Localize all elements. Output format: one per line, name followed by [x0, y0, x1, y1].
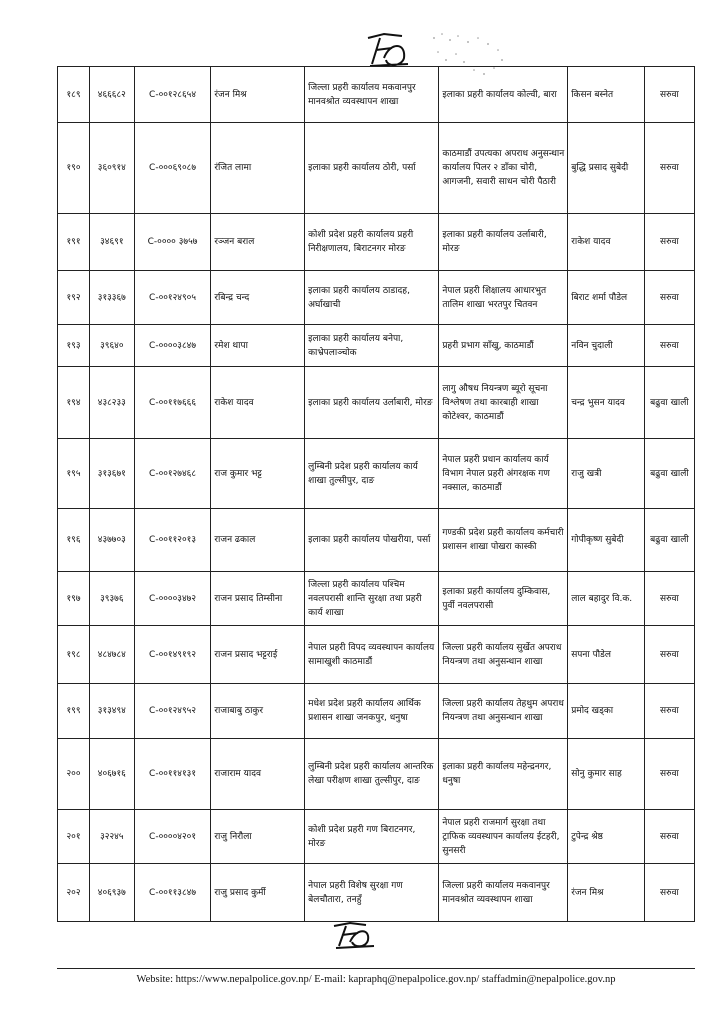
replacement-name: टुपेन्द्र श्रेष्ठ [568, 810, 645, 864]
employee-name: राजाराम यादव [211, 739, 305, 810]
employee-name: रंजित लामा [211, 123, 305, 214]
remark: सरुवा [644, 271, 694, 325]
serial-number: १९७ [58, 572, 90, 626]
employee-name: राजन ढकाल [211, 509, 305, 572]
serial-number: १९४ [58, 367, 90, 439]
table-row [58, 810, 695, 864]
new-office: लागु औषध नियन्त्रण ब्यूरो सूचना विश्लेषण तथा कारबाही शाखा कोटेश्वर, काठमाडौं [439, 367, 568, 439]
serial-number: १९५ [58, 439, 90, 509]
replacement-name: नविन चुदाली [568, 325, 645, 367]
replacement-name: राजु खत्री [568, 439, 645, 509]
current-office: लुम्बिनी प्रदेश प्रहरी कार्यालय कार्य शाखा तुल्सीपुर, दाङ [305, 439, 439, 509]
serial-number: १९२ [58, 271, 90, 325]
current-office: इलाका प्रहरी कार्यालय ठोरी, पर्सा [305, 123, 439, 214]
remark: सरुवा [644, 123, 694, 214]
new-office: इलाका प्रहरी कार्यालय महेन्द्रनगर, धनुषा [439, 739, 568, 810]
employee-code: C-००११७६६६ [134, 367, 211, 439]
remark: सरुवा [644, 214, 694, 271]
serial-number: १९८ [58, 626, 90, 684]
current-office: नेपाल प्रहरी विपद व्यवस्थापन कार्यालय सामाखुशी काठमाडौं [305, 626, 439, 684]
table-row [58, 626, 695, 684]
table-row [58, 67, 695, 123]
table-row [58, 509, 695, 572]
employee-code: C-००१२४९०५ [134, 271, 211, 325]
replacement-name: गोपीकृष्ण सुबेदी [568, 509, 645, 572]
serial-number: २०० [58, 739, 90, 810]
personnel-number: ४३८२३३ [89, 367, 134, 439]
new-office: जिल्ला प्रहरी कार्यालय सुर्खेत अपराध नियन्त्रण तथा अनुसन्धान शाखा [439, 626, 568, 684]
table-row [58, 572, 695, 626]
new-office: इलाका प्रहरी कार्यालय दुम्किवास, पुर्वी नवलपरासी [439, 572, 568, 626]
replacement-name: चन्द्र भुसन यादव [568, 367, 645, 439]
new-office: जिल्ला प्रहरी कार्यालय तेहथुम अपराध नियन्त्रण तथा अनुसन्धान शाखा [439, 684, 568, 739]
current-office: इलाका प्रहरी कार्यालय पोखरीया, पर्सा [305, 509, 439, 572]
table-row [58, 739, 695, 810]
current-office: इलाका प्रहरी कार्यालय ठाडादह, अर्घाखाची [305, 271, 439, 325]
replacement-name: सोनु कुमार साह [568, 739, 645, 810]
remark: बढुवा खाली [644, 439, 694, 509]
current-office: नेपाल प्रहरी विशेष सुरक्षा गण बेलचौतारा, तनहुँ [305, 864, 439, 922]
employee-code: C-०००६९०८७ [134, 123, 211, 214]
current-office: इलाका प्रहरी कार्यालय बनेपा, काभ्रेपलाञ्चोक [305, 325, 439, 367]
new-office: इलाका प्रहरी कार्यालय कोल्वी, बारा [439, 67, 568, 123]
current-office: कोशी प्रदेश प्रहरी गण बिराटनगर, मोरङ [305, 810, 439, 864]
employee-code: C-००११४१३१ [134, 739, 211, 810]
current-office: कोशी प्रदेश प्रहरी कार्यालय प्रहरी निरीक्षणालय, बिराटनगर मोरङ [305, 214, 439, 271]
new-office: गण्डकी प्रदेश प्रहरी कार्यालय कर्मचारी प्रशासन शाखा पोखरा कास्की [439, 509, 568, 572]
employee-name: रंजन मिश्र [211, 67, 305, 123]
remark: सरुवा [644, 684, 694, 739]
employee-code: C-००१२७४६८ [134, 439, 211, 509]
employee-code: C-००१४९१९२ [134, 626, 211, 684]
employee-code: C-००१२८६५४ [134, 67, 211, 123]
serial-number: १९१ [58, 214, 90, 271]
personnel-number: ४६६६८२ [89, 67, 134, 123]
serial-number: १९६ [58, 509, 90, 572]
employee-code: C-००११३८४७ [134, 864, 211, 922]
table-row [58, 439, 695, 509]
employee-code: C-००००३८४७ [134, 325, 211, 367]
current-office: जिल्ला प्रहरी कार्यालय मकवानपुर मानवश्रोत व्यवस्थापन शाखा [305, 67, 439, 123]
new-office: काठमाडौं उपत्यका अपराध अनुसन्धान कार्यालय पिलर २ डाँका चोरी, आगजनी, सवारी साधन चोरी पैठारी [439, 123, 568, 214]
personnel-number: ३९३७६ [89, 572, 134, 626]
replacement-name: रंजन मिश्र [568, 864, 645, 922]
current-office: इलाका प्रहरी कार्यालय उर्लाबारी, मोरङ [305, 367, 439, 439]
table-row [58, 214, 695, 271]
personnel-number: ३१३६७१ [89, 439, 134, 509]
signature-bottom [330, 918, 378, 950]
table-row [58, 684, 695, 739]
remark: सरुवा [644, 572, 694, 626]
new-office: जिल्ला प्रहरी कार्यालय मकवानपुर मानवश्रोत व्यवस्थापन शाखा [439, 864, 568, 922]
employee-name: रबिन्द्र चन्द [211, 271, 305, 325]
replacement-name: बुद्धि प्रसाद सुबेदी [568, 123, 645, 214]
employee-name: रञ्जन बराल [211, 214, 305, 271]
remark: सरुवा [644, 864, 694, 922]
new-office: नेपाल प्रहरी राजमार्ग सुरक्षा तथा ट्राफिक व्यवस्थापन कार्यालय ईटहरी, सुनसरी [439, 810, 568, 864]
employee-name: राजन प्रसाद तिम्सीना [211, 572, 305, 626]
serial-number: १८९ [58, 67, 90, 123]
remark: सरुवा [644, 67, 694, 123]
footer-contact: Website: https://www.nepalpolice.gov.np/ E-mail: kapraphq@nepalpolice.gov.np/ staffadmin@nepalpolice.gov.np [136, 974, 616, 985]
serial-number: १९० [58, 123, 90, 214]
table-row [58, 123, 695, 214]
new-office: प्रहरी प्रभाग साँखु, काठमाडौं [439, 325, 568, 367]
replacement-name: राकेश यादव [568, 214, 645, 271]
personnel-number: ३१३३६७ [89, 271, 134, 325]
employee-name: राजु निरौला [211, 810, 305, 864]
employee-name: राकेश यादव [211, 367, 305, 439]
replacement-name: किसन बस्नेत [568, 67, 645, 123]
personnel-number: ४०६९३७ [89, 864, 134, 922]
employee-name: राज कुमार भट्ट [211, 439, 305, 509]
personnel-number: ३९६४० [89, 325, 134, 367]
personnel-number: ३६०९१४ [89, 123, 134, 214]
table-row [58, 864, 695, 922]
serial-number: २०२ [58, 864, 90, 922]
remark: बढुवा खाली [644, 509, 694, 572]
replacement-name: लाल बहादुर वि.क. [568, 572, 645, 626]
footer-divider [57, 968, 695, 969]
employee-code: C-००११२०१३ [134, 509, 211, 572]
serial-number: २०१ [58, 810, 90, 864]
employee-code: C-००००३४७२ [134, 572, 211, 626]
personnel-number: ४३७७०३ [89, 509, 134, 572]
personnel-number: ४०६७१६ [89, 739, 134, 810]
replacement-name: सपना पौडेल [568, 626, 645, 684]
new-office: नेपाल प्रहरी शिक्षालय आधारभुत तालिम शाखा भरतपुर चितवन [439, 271, 568, 325]
current-office: मधेश प्रदेश प्रहरी कार्यालय आर्थिक प्रशासन शाखा जनकपुर, धनुषा [305, 684, 439, 739]
serial-number: १९९ [58, 684, 90, 739]
current-office: लुम्बिनी प्रदेश प्रहरी कार्यालय आन्तरिक लेखा परीक्षण शाखा तुल्सीपुर, दाङ [305, 739, 439, 810]
new-office: नेपाल प्रहरी प्रधान कार्यालय कार्य विभाग नेपाल प्रहरी अंगरक्षक गण नक्साल, काठमाडौं [439, 439, 568, 509]
employee-name: रमेश थापा [211, 325, 305, 367]
replacement-name: बिराट शर्मा पौडेल [568, 271, 645, 325]
remark: सरुवा [644, 325, 694, 367]
personnel-number: ३१३४९४ [89, 684, 134, 739]
new-office: इलाका प्रहरी कार्यालय उर्लाबारी, मोरङ [439, 214, 568, 271]
transfer-table [57, 66, 695, 922]
table-row [58, 325, 695, 367]
employee-name: राजाबाबु ठाकुर [211, 684, 305, 739]
personnel-number: ४८४७८४ [89, 626, 134, 684]
employee-name: राजु प्रसाद कुर्मी [211, 864, 305, 922]
personnel-number: ३४६९१ [89, 214, 134, 271]
remark: सरुवा [644, 739, 694, 810]
table-row [58, 271, 695, 325]
employee-name: राजन प्रसाद भट्टराई [211, 626, 305, 684]
employee-code: C-००१२४९५२ [134, 684, 211, 739]
employee-code: C-००००४२०१ [134, 810, 211, 864]
table-row [58, 367, 695, 439]
employee-code: C-०००० ३७५७ [134, 214, 211, 271]
current-office: जिल्ला प्रहरी कार्यालय पश्चिम नवलपरासी शान्ति सुरक्षा तथा प्रहरी कार्य शाखा [305, 572, 439, 626]
signature-top [362, 28, 412, 70]
personnel-number: ३२२४५ [89, 810, 134, 864]
remark: सरुवा [644, 810, 694, 864]
remark: बढुवा खाली [644, 367, 694, 439]
replacement-name: प्रमोद खड्का [568, 684, 645, 739]
serial-number: १९३ [58, 325, 90, 367]
remark: सरुवा [644, 626, 694, 684]
